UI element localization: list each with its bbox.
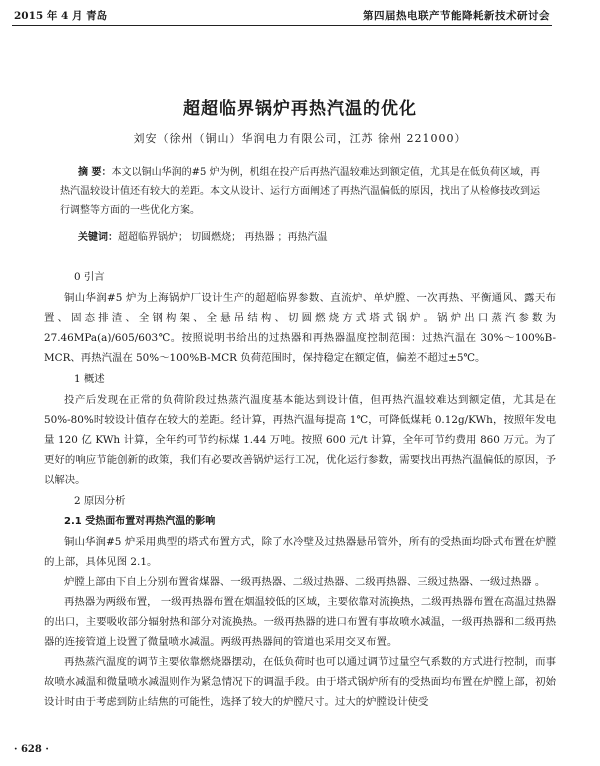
keywords-label: 关键词： <box>78 232 118 243</box>
paragraph: 铜山华润#5 炉采用典型的塔式布置方式，除了水冷壁及过热器悬吊管外，所有的受热面均卧式布置在炉膛的上部，具体见图 2.1。 <box>44 536 556 568</box>
article-body <box>44 266 556 712</box>
abstract <box>60 163 540 220</box>
section-heading-overview: 1 概述 <box>74 373 105 385</box>
page-number: · 628 · <box>14 744 49 755</box>
header-date-location: 2015 年 4 月 青岛 <box>14 10 108 22</box>
header-conference-name: 第四届热电联产节能降耗新技术研讨会 <box>363 10 550 22</box>
section-heading-cause-analysis: 2 原因分析 <box>74 495 126 507</box>
abstract-label: 摘 要： <box>78 167 112 178</box>
paragraph: 再热蒸汽温度的调节主要依靠燃烧器摆动，在低负荷时也可以通过调节过量空气系数的方式进行控制，而事故喷水减温和微量喷水减温则作为紧急情况下的调温手段。由于塔式锅炉所有的受热面均布置在炉膛上部，初始设计时由于考虑到防止结焦的可能性，选择了较大的炉膛尺寸。过大的炉膛设计使受 <box>44 656 556 708</box>
paragraph: 投产后发现在正常的负荷阶段过热蒸汽温度基本能达到设计值，但再热汽温较难达到额定值，尤其是在 50%-80%时较设计值存在较大的差距。经计算，再热汽温每提高 1℃，可降低煤耗 0.12g/KWh，按照年发电量 120 亿 KWh 计算，全年约可节约标煤 1.44 万吨。按照 600 元/t 计算，全年可节约费用 860 万元。为了更好的响应节能创新的政策，我们有必要改善锅炉运行工况，优化运行参数，需要找出再热汽温偏低的原因，予以解决。 <box>44 394 556 486</box>
abstract-text: 本文以铜山华润的#5 炉为例，机组在投产后再热汽温较难达到额定值，尤其是在低负荷区域，再热汽温较设计值还有较大的差距。本文从设计、运行方面阐述了再热汽温偏低的原因，找出了从检修技改到运行调整等方面的一些优化方案。 <box>60 167 541 216</box>
subsection-heading: 2.1 受热面布置对再热汽温的影响 <box>64 516 216 527</box>
paragraph: 炉膛上部由下自上分别布置省煤器、一级再热器、二级过热器、二级再热器、三级过热器、一级过热器 。 <box>64 576 546 588</box>
header-rule <box>12 25 552 26</box>
article-title: 超超临界锅炉再热汽温的优化 <box>183 99 417 119</box>
keywords-text: 超超临界锅炉； 切圆燃烧； 再热器 ；再热汽温 <box>118 232 328 243</box>
article-authors: 刘安（徐州（铜山）华润电力有限公司，江苏 徐州 221000） <box>133 132 467 145</box>
paragraph: 铜山华润#5 炉为上海锅炉厂设计生产的超超临界参数、直流炉、单炉膛、一次再热、平衡通风、露天布置、固态排渣、全钢构架、全悬吊结构、切圆燃烧方式塔式锅炉。锅炉出口蒸汽参数为 27.46MPa(a)/605/603℃。按照说明书给出的过热器和再热器温度控制范围：过热汽温在 30%～100%B-MCR、再热汽温在 50%～100%B-MCR 负荷范围时，保持稳定在额定值，偏差不超过±5℃。 <box>44 292 556 364</box>
section-heading-introduction: 0 引言 <box>74 271 105 283</box>
keywords <box>60 228 540 247</box>
paragraph: 再热器为两级布置， 一级再热器布置在烟温较低的区域，主要依靠对流换热，二级再热器布置在高温过热器的出口，主要吸收部分辐射热和部分对流换热。一级再热器的进口布置有事故喷水减温，一级再热器和二级再热器的连接管道上设置了微量喷水减温。两级再热器间的管道也采用交叉布置。 <box>44 596 556 648</box>
